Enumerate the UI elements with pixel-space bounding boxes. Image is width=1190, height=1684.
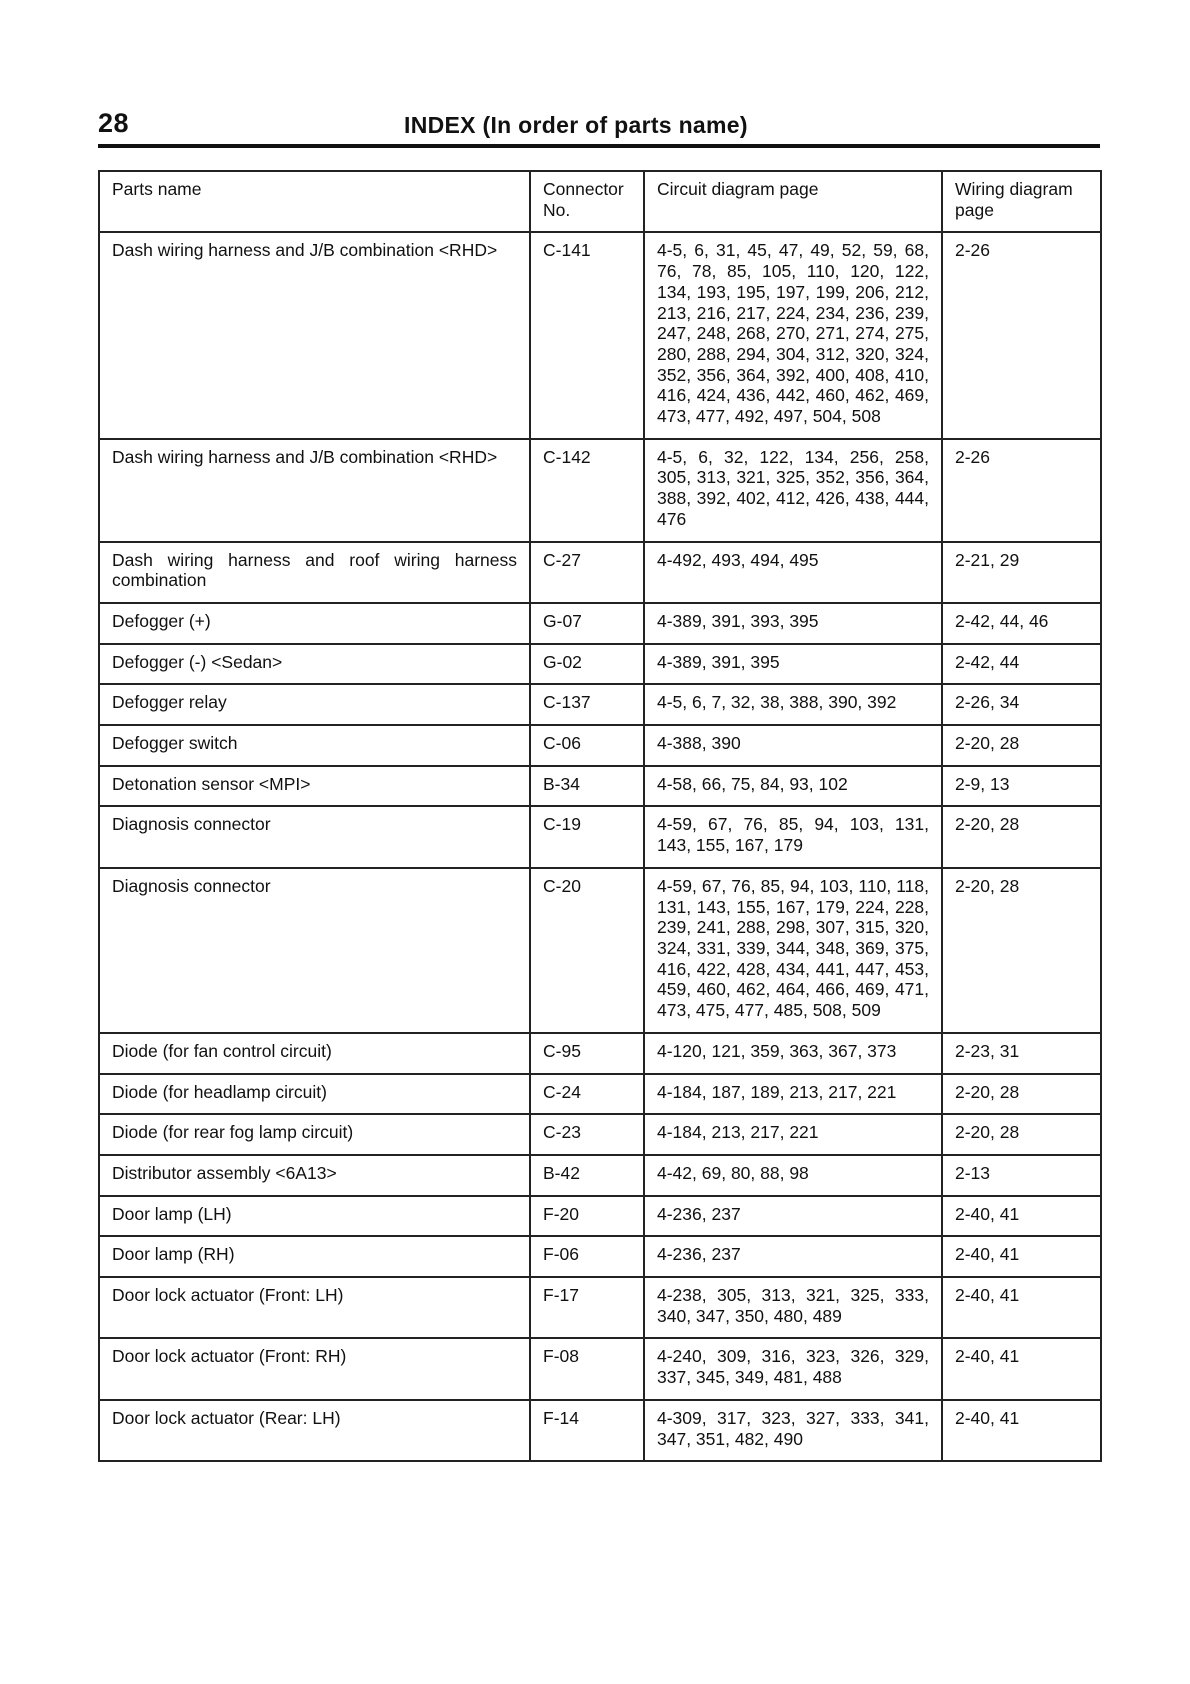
wiring-page-cell: 2-20, 28 <box>942 806 1101 867</box>
connector-cell: F-20 <box>530 1196 644 1237</box>
connector-cell: C-24 <box>530 1074 644 1115</box>
connector-cell: G-02 <box>530 644 644 685</box>
wiring-page-cell: 2-40, 41 <box>942 1196 1101 1237</box>
circuit-pages-cell: 4-5, 6, 7, 32, 38, 388, 390, 392 <box>644 684 942 725</box>
part-name-cell: Defogger (+) <box>99 603 530 644</box>
col-header-circuit-diagram-page: Circuit diagram page <box>644 171 942 232</box>
table-row <box>99 1400 1101 1461</box>
wiring-page-cell: 2-42, 44 <box>942 644 1101 685</box>
connector-cell: C-19 <box>530 806 644 867</box>
circuit-pages-cell: 4-59, 67, 76, 85, 94, 103, 131, 143, 155, 167, 179 <box>644 806 942 867</box>
part-name-cell: Diode (for rear fog lamp circuit) <box>99 1114 530 1155</box>
table-body <box>99 232 1101 1461</box>
wiring-page-cell: 2-9, 13 <box>942 766 1101 807</box>
circuit-pages-cell: 4-184, 187, 189, 213, 217, 221 <box>644 1074 942 1115</box>
circuit-pages-cell: 4-238, 305, 313, 321, 325, 333, 340, 347, 350, 480, 489 <box>644 1277 942 1338</box>
wiring-page-cell: 2-40, 41 <box>942 1277 1101 1338</box>
part-name-cell: Diode (for headlamp circuit) <box>99 1074 530 1115</box>
connector-cell: C-141 <box>530 232 644 438</box>
wiring-page-cell: 2-20, 28 <box>942 868 1101 1033</box>
wiring-page-cell: 2-21, 29 <box>942 542 1101 603</box>
part-name-cell: Distributor assembly <6A13> <box>99 1155 530 1196</box>
connector-cell: C-06 <box>530 725 644 766</box>
circuit-pages-cell: 4-59, 67, 76, 85, 94, 103, 110, 118, 131, 143, 155, 167, 179, 224, 228, 239, 241, 288, 298, 307, 315, 320, 324, 331, 339, 344, 348, 369, 375, 416, 422, 428, 434, 441, 447, 453, 459, 460, 462, 464, 466, 469, 471, 473, 475, 477, 485, 508, 509 <box>644 868 942 1033</box>
connector-cell: F-08 <box>530 1338 644 1399</box>
part-name-cell: Diagnosis connector <box>99 806 530 867</box>
connector-cell: C-27 <box>530 542 644 603</box>
table-row <box>99 232 1101 438</box>
table-row <box>99 1338 1101 1399</box>
table-header-row <box>99 171 1101 232</box>
circuit-pages-cell: 4-5, 6, 31, 45, 47, 49, 52, 59, 68, 76, 78, 85, 105, 110, 120, 122, 134, 193, 195, 197, 199, 206, 212, 213, 216, 217, 224, 234, 236, 239, 247, 248, 268, 270, 271, 274, 275, 280, 288, 294, 304, 312, 320, 324, 352, 356, 364, 392, 400, 408, 410, 416, 424, 436, 442, 460, 462, 469, 473, 477, 492, 497, 504, 508 <box>644 232 942 438</box>
table-row <box>99 1155 1101 1196</box>
part-name-cell: Defogger relay <box>99 684 530 725</box>
wiring-page-cell: 2-26 <box>942 439 1101 542</box>
table-row <box>99 1074 1101 1115</box>
table-row <box>99 806 1101 867</box>
table-row <box>99 725 1101 766</box>
circuit-pages-cell: 4-309, 317, 323, 327, 333, 341, 347, 351, 482, 490 <box>644 1400 942 1461</box>
table-row <box>99 1236 1101 1277</box>
wiring-page-cell: 2-42, 44, 46 <box>942 603 1101 644</box>
part-name-cell: Detonation sensor <MPI> <box>99 766 530 807</box>
part-name-cell: Defogger switch <box>99 725 530 766</box>
table-row <box>99 1033 1101 1074</box>
connector-cell: B-42 <box>530 1155 644 1196</box>
table-row <box>99 644 1101 685</box>
table-row <box>99 542 1101 603</box>
circuit-pages-cell: 4-389, 391, 393, 395 <box>644 603 942 644</box>
connector-cell: F-17 <box>530 1277 644 1338</box>
connector-cell: C-137 <box>530 684 644 725</box>
circuit-pages-cell: 4-236, 237 <box>644 1236 942 1277</box>
circuit-pages-cell: 4-240, 309, 316, 323, 326, 329, 337, 345, 349, 481, 488 <box>644 1338 942 1399</box>
part-name-cell: Dash wiring harness and J/B combination <RHD> <box>99 439 530 542</box>
wiring-page-cell: 2-20, 28 <box>942 725 1101 766</box>
circuit-pages-cell: 4-492, 493, 494, 495 <box>644 542 942 603</box>
wiring-page-cell: 2-26 <box>942 232 1101 438</box>
wiring-page-cell: 2-40, 41 <box>942 1236 1101 1277</box>
part-name-cell: Diode (for fan control circuit) <box>99 1033 530 1074</box>
circuit-pages-cell: 4-58, 66, 75, 84, 93, 102 <box>644 766 942 807</box>
part-name-cell: Defogger (-) <Sedan> <box>99 644 530 685</box>
table-row <box>99 1196 1101 1237</box>
col-header-wiring-diagram-page: Wiring diagram page <box>942 171 1101 232</box>
page-number: 28 <box>98 108 130 138</box>
circuit-pages-cell: 4-184, 213, 217, 221 <box>644 1114 942 1155</box>
wiring-page-cell: 2-40, 41 <box>942 1338 1101 1399</box>
connector-cell: C-23 <box>530 1114 644 1155</box>
part-name-cell: Door lamp (RH) <box>99 1236 530 1277</box>
table-row <box>99 603 1101 644</box>
circuit-pages-cell: 4-42, 69, 80, 88, 98 <box>644 1155 942 1196</box>
col-header-parts-name: Parts name <box>99 171 530 232</box>
parts-index-table <box>98 170 1102 1462</box>
circuit-pages-cell: 4-5, 6, 32, 122, 134, 256, 258, 305, 313, 321, 325, 352, 356, 364, 388, 392, 402, 412, 426, 438, 444, 476 <box>644 439 942 542</box>
wiring-page-cell: 2-20, 28 <box>942 1074 1101 1115</box>
connector-cell: C-20 <box>530 868 644 1033</box>
wiring-page-cell: 2-20, 28 <box>942 1114 1101 1155</box>
circuit-pages-cell: 4-388, 390 <box>644 725 942 766</box>
connector-cell: C-95 <box>530 1033 644 1074</box>
part-name-cell: Door lamp (LH) <box>99 1196 530 1237</box>
part-name-cell: Door lock actuator (Rear: LH) <box>99 1400 530 1461</box>
page-header <box>98 102 1100 142</box>
connector-cell: F-14 <box>530 1400 644 1461</box>
connector-cell: C-142 <box>530 439 644 542</box>
connector-cell: F-06 <box>530 1236 644 1277</box>
table-row <box>99 766 1101 807</box>
connector-cell: G-07 <box>530 603 644 644</box>
header-rule <box>98 144 1100 148</box>
wiring-page-cell: 2-40, 41 <box>942 1400 1101 1461</box>
part-name-cell: Diagnosis connector <box>99 868 530 1033</box>
table-row <box>99 868 1101 1033</box>
part-name-cell: Dash wiring harness and roof wiring harness combination <box>99 542 530 603</box>
circuit-pages-cell: 4-120, 121, 359, 363, 367, 373 <box>644 1033 942 1074</box>
table-row <box>99 1114 1101 1155</box>
part-name-cell: Door lock actuator (Front: LH) <box>99 1277 530 1338</box>
wiring-page-cell: 2-13 <box>942 1155 1101 1196</box>
part-name-cell: Dash wiring harness and J/B combination <RHD> <box>99 232 530 438</box>
part-name-cell: Door lock actuator (Front: RH) <box>99 1338 530 1399</box>
wiring-page-cell: 2-23, 31 <box>942 1033 1101 1074</box>
table-row <box>99 439 1101 542</box>
connector-cell: B-34 <box>530 766 644 807</box>
circuit-pages-cell: 4-236, 237 <box>644 1196 942 1237</box>
circuit-pages-cell: 4-389, 391, 395 <box>644 644 942 685</box>
wiring-page-cell: 2-26, 34 <box>942 684 1101 725</box>
col-header-connector-no: Connector No. <box>530 171 644 232</box>
page-title: INDEX (In order of parts name) <box>404 112 748 138</box>
table-row <box>99 684 1101 725</box>
table-row <box>99 1277 1101 1338</box>
